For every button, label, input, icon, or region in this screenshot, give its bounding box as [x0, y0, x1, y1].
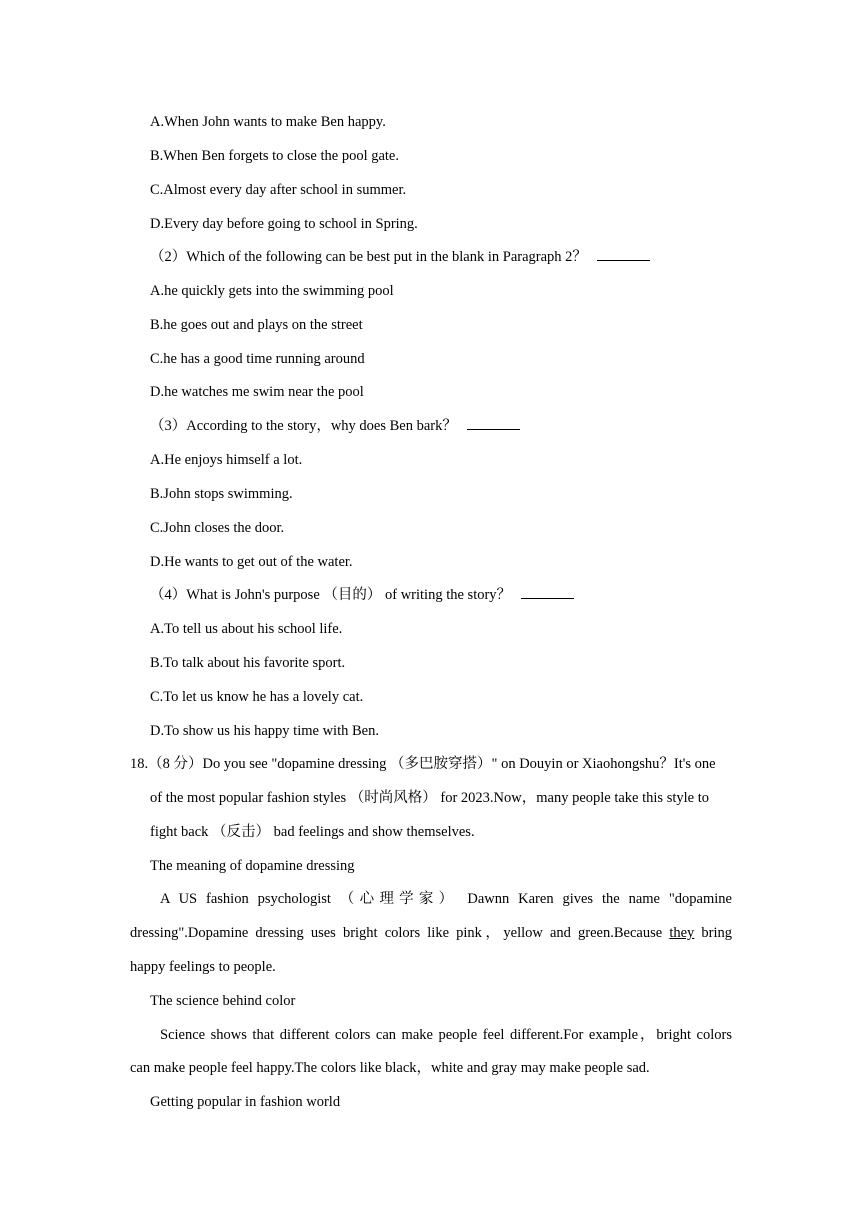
q4-option-c: C.To let us know he has a lovely cat.	[150, 689, 364, 705]
q2-option-a: A.he quickly gets into the swimming pool	[150, 283, 394, 299]
q4-option-a: A.To tell us about his school life.	[150, 621, 343, 637]
underlined-word-they: they	[669, 925, 695, 941]
paragraph-1-line-2	[130, 923, 732, 943]
paragraph-2-line-1: Science shows that different colors can make people feel different.For example，bright colors	[160, 1027, 732, 1043]
q3-option-d: D.He wants to get out of the water.	[150, 554, 353, 570]
paragraph-1-line-1: A US fashion psychologist （心理学家） Dawnn Karen gives the name "dopamine	[160, 891, 732, 907]
paragraph-1-text-end: bring	[701, 925, 733, 941]
q1-option-d: D.Every day before going to school in Spring.	[150, 216, 418, 232]
paragraph-2-line-2: can make people feel happy.The colors like black，white and gray may make people sad.	[130, 1060, 650, 1076]
q18-intro-line-3: fight back （反击） bad feelings and show themselves.	[150, 824, 475, 840]
q3-option-b: B.John stops swimming.	[150, 486, 293, 502]
question-4-text: （4）What is John's purpose （目的） of writing the story？	[150, 587, 512, 603]
answer-blank	[597, 247, 650, 261]
q2-option-d: D.he watches me swim near the pool	[150, 384, 364, 400]
q1-option-c: C.Almost every day after school in summer.	[150, 182, 407, 198]
q1-option-b: B.When Ben forgets to close the pool gate.	[150, 148, 399, 164]
paragraph-1-text: dressing".Dopamine dressing uses bright colors like pink，yellow and green.Because	[130, 925, 663, 941]
q1-option-a: A.When John wants to make Ben happy.	[150, 114, 386, 130]
section-heading-science: The science behind color	[150, 993, 296, 1009]
answer-blank	[521, 585, 574, 599]
q18-intro-line-1: 18.（8 分）Do you see "dopamine dressing （多巴胺穿搭）" on Douyin or Xiaohongshu？It's one	[130, 756, 716, 772]
section-heading-fashion: Getting popular in fashion world	[150, 1094, 341, 1110]
q3-option-a: A.He enjoys himself a lot.	[150, 452, 303, 468]
question-3-text: （3）According to the story，why does Ben bark？	[150, 418, 457, 434]
q2-option-b: B.he goes out and plays on the street	[150, 317, 363, 333]
q2-option-c: C.he has a good time running around	[150, 351, 365, 367]
question-3-stem	[150, 416, 520, 436]
section-heading-meaning: The meaning of dopamine dressing	[150, 858, 355, 874]
q18-intro-line-2: of the most popular fashion styles （时尚风格） for 2023.Now，many people take this style to	[150, 790, 709, 806]
question-2-text: （2）Which of the following can be best put in the blank in Paragraph 2？	[150, 249, 587, 265]
question-4-stem	[150, 585, 574, 605]
q4-option-d: D.To show us his happy time with Ben.	[150, 723, 379, 739]
answer-blank	[467, 416, 520, 430]
question-2-stem	[150, 247, 650, 267]
q4-option-b: B.To talk about his favorite sport.	[150, 655, 346, 671]
q3-option-c: C.John closes the door.	[150, 520, 285, 536]
paragraph-1-line-3: happy feelings to people.	[130, 959, 276, 975]
